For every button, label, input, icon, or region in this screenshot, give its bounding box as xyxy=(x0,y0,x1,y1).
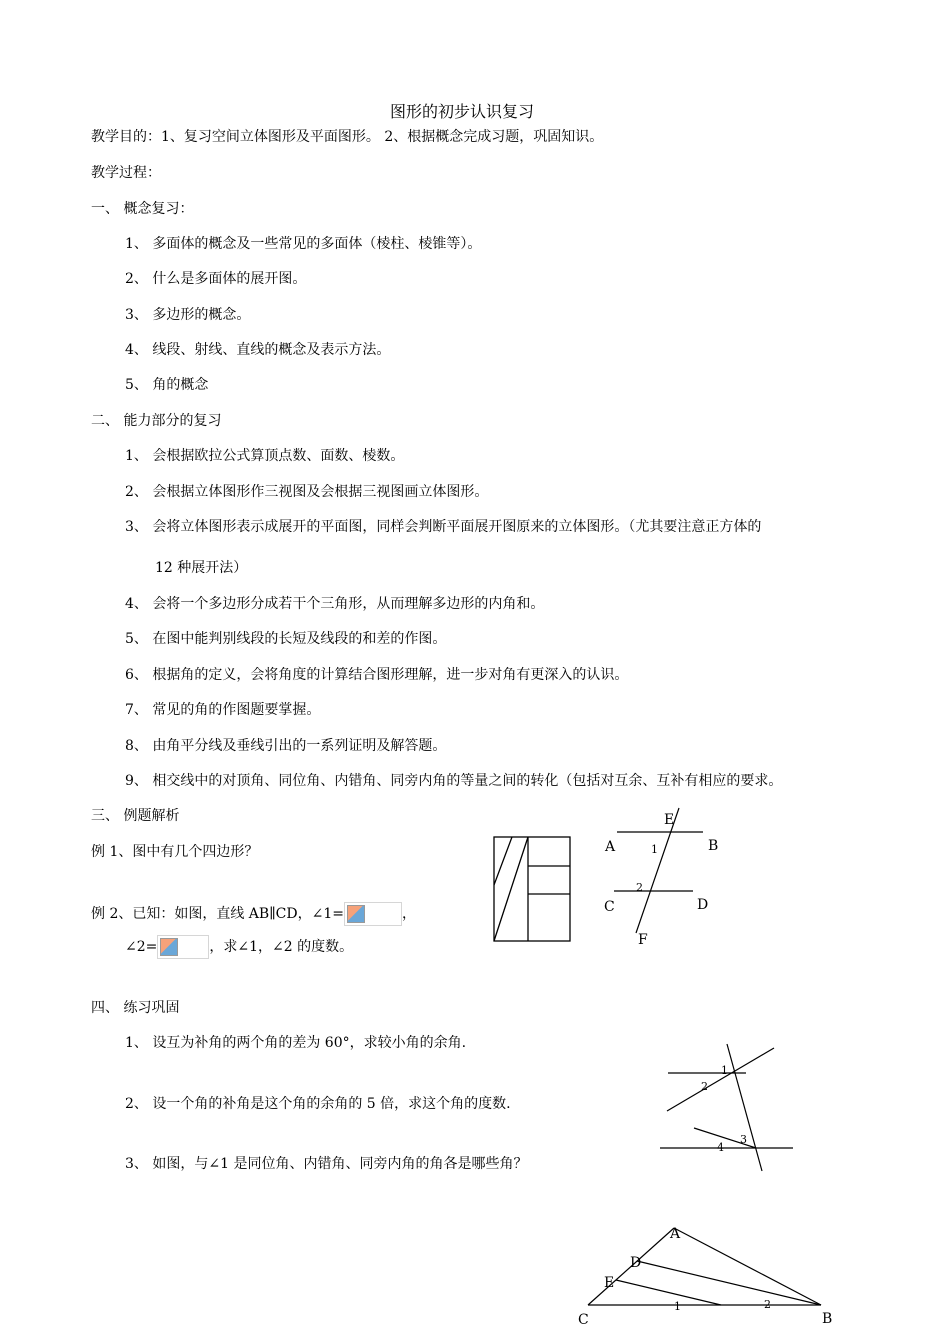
section1-item: 4、 线段、射线、直线的概念及表示方法。 xyxy=(125,342,391,358)
section1-item: 2、 什么是多面体的展开图。 xyxy=(125,271,307,287)
section4-item: 1、 设互为补角的两个角的差为 60°，求较小角的余角. xyxy=(125,1035,467,1051)
example2-comma: ， xyxy=(401,906,416,922)
fig4-label: E xyxy=(604,1275,615,1291)
fig4-label: B xyxy=(822,1311,833,1327)
page-title: 图形的初步认识复习 xyxy=(390,102,535,121)
section2-item: 9、 相交线中的对顶角、同位角、内错角、同旁内角的等量之间的转化（包括对互余、互补有相应的要求。 xyxy=(125,773,783,789)
section4-heading: 四、 练习巩固 xyxy=(91,1000,180,1016)
fig2-label: E xyxy=(664,812,675,828)
fig3-angle-label: 4 xyxy=(717,1141,724,1154)
section3-heading: 三、 例题解析 xyxy=(91,808,180,824)
fig3-angle-label: 2 xyxy=(701,1080,708,1093)
teaching-objective: 教学目的：1、复习空间立体图形及平面图形。 2、根据概念完成习题，巩固知识。 xyxy=(91,129,604,145)
fig2-angle-label: 1 xyxy=(651,843,658,856)
example2-angle2: ∠2= xyxy=(125,939,158,955)
fig4-label: A xyxy=(670,1226,681,1242)
section4-item: 3、 如图，与∠1 是同位角、内错角、同旁内角的角各是哪些角？ xyxy=(125,1156,528,1172)
section4-item: 2、 设一个角的补角是这个角的余角的 5 倍，求这个角的度数. xyxy=(125,1096,511,1112)
section2-heading: 二、 能力部分的复习 xyxy=(91,413,222,429)
fig2-label: D xyxy=(697,897,709,913)
section2-item: 1、 会根据欧拉公式算顶点数、面数、棱数。 xyxy=(125,448,405,464)
fig2-angle-label: 2 xyxy=(636,881,643,894)
fig2-label: A xyxy=(605,839,616,855)
fig3-angle-label: 3 xyxy=(740,1133,747,1146)
section2-item: 4、 会将一个多边形分成若干个三角形，从而理解多边形的内角和。 xyxy=(125,596,545,612)
section2-item: 8、 由角平分线及垂线引出的一系列证明及解答题。 xyxy=(125,738,447,754)
section1-item: 1、 多面体的概念及一些常见的多面体（棱柱、棱锥等）。 xyxy=(125,236,482,252)
teaching-process-label: 教学过程： xyxy=(91,165,161,181)
fig4-angle-label: 1 xyxy=(674,1300,681,1313)
example2-ask: ，求∠1，∠2 的度数。 xyxy=(209,939,354,955)
section2-item: 7、 常见的角的作图题要掌握。 xyxy=(125,702,321,718)
section2-item: 2、 会根据立体图形作三视图及会根据三视图画立体图形。 xyxy=(125,484,489,500)
section2-item: 3、 会将立体图形表示成展开的平面图，同样会判断平面展开图原来的立体图形。（尤其要注意正方体的 xyxy=(125,519,762,535)
section1-item: 5、 角的概念 xyxy=(125,377,209,393)
section1-item: 3、 多边形的概念。 xyxy=(125,307,251,323)
fig2-label: B xyxy=(708,838,719,854)
fig4-label: D xyxy=(630,1255,642,1271)
example2-text: 例 2、已知：如图，直线 AB∥CD，∠1= xyxy=(91,906,344,922)
example1-question: 例 1、图中有几个四边形？ xyxy=(91,844,259,860)
fig2-label: C xyxy=(604,899,615,915)
fig4-label: C xyxy=(578,1312,589,1328)
fig3-angle-label: 1 xyxy=(721,1064,728,1077)
fig4-angle-label: 2 xyxy=(764,1298,771,1311)
section1-heading: 一、 概念复习： xyxy=(91,201,194,217)
fig2-label: F xyxy=(638,932,648,948)
section2-item-continuation: 12 种展开法） xyxy=(155,560,248,576)
section2-item: 6、 根据角的定义，会将角度的计算结合图形理解，进一步对角有更深入的认识。 xyxy=(125,667,629,683)
section2-item: 5、 在图中能判别线段的长短及线段的和差的作图。 xyxy=(125,631,447,647)
